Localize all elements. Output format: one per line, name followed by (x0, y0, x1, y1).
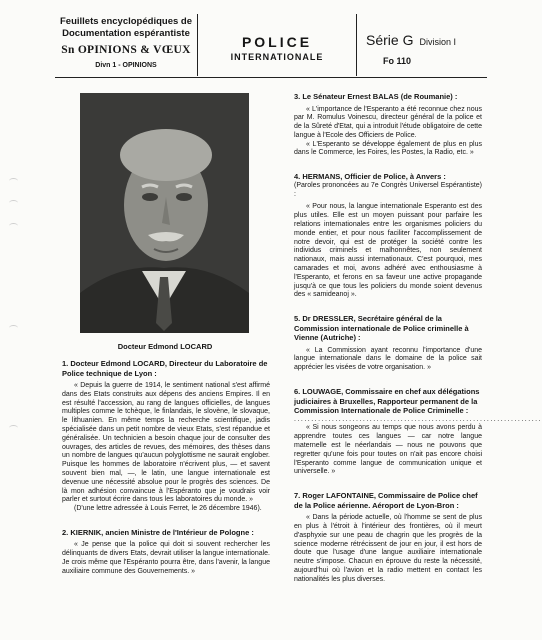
header-series-block (366, 32, 491, 66)
section-7-title: 7. Roger LAFONTAINE, Commissaire de Police chef de la Police aérienne. Aéroport de Lyon-Bron : (294, 491, 478, 510)
section-2-text: « Je pense que la police qui doit si souvent rechercher les délinquants de divers Etats, devrait utiliser la langue internationale. Je crois même que l'Espéranto pourra être, dans l'avenir, la langue auxiliaire commune des Gouvernements. » (62, 541, 270, 575)
photo-caption: Docteur Edmond LOCARD (117, 342, 213, 351)
header-left-block (58, 16, 194, 71)
section-2-title: 2. KIERNIK, ancien Ministre de l'Intérieur de Pologne : (62, 527, 254, 537)
portrait-illustration (80, 93, 249, 333)
section-3-title: 3. Le Sénateur Ernest BALAS (de Roumanie) : (294, 92, 458, 101)
section-1-title: 1. Docteur Edmond LOCARD, Directeur du Laboratoire de Police technique de Lyon : (62, 359, 268, 378)
header-topic-block (198, 34, 356, 63)
right-column (294, 92, 542, 584)
header-title-line1: Feuillets encyclopédiques de (60, 16, 192, 27)
section-1-text: « Depuis la guerre de 1914, le sentiment national s'est affirmé dans des Etats construits aux dépens des anciens Empires. Il en est résulté l'accession, au rang de langues officielles, de langues multiples comme le tchèque, le finlandais, le slovène, le slovaque, le lithuanien. En même temps la recherche scientifique, jadis spécialisée dans un petit nombre de vieux Etats, s'est répandue et généralisée. Un technicien a besoin chaque jour de consulter des ouvrages, des articles de revues, des mémoires, des thèses dans un nombre de langues qu'aucun polyglottisme ne saurait englober. Puisque les hommes de laboratoire n'écrivent plus, — et savent souvent bien mal, —, le latin, une langue internationale est devenue une nécessité absolue pour le progrès des sciences. De là mon adhésion convaincue à l'Espéranto que je voudrais voir parler et surtout écrire dans tous les laboratoires du monde. » (62, 382, 270, 504)
header-section: Sn OPINIONS & VŒUX (61, 44, 191, 56)
header-division: Divn 1 - OPINIONS (95, 62, 157, 69)
section-4-title: 4. HERMANS, Officier de Police, à Anvers : (294, 172, 446, 182)
header-division-label: Division I (419, 37, 456, 47)
header-serie: Série G (366, 32, 414, 48)
section-6-text: « Si nous songeons au temps que nous avons perdu à apprendre toutes ces langues — car notre langue maternelle est le néerlandais — nous ne pouvons que regretter qu'une fois pour toutes on n'ait pas encore choisi l'Esperanto comme langue de communication unique et universelle. » (294, 424, 482, 476)
section-3-text-1: « L'importance de l'Esperanto a été reconnue chez nous par M. Romulus Voinescu, directeur général de la police et de la Sûreté d'Etat, qui a introduit l'étude obligatoire de cette langue à l'Ecole des Officiers de Police. (294, 105, 482, 139)
section-3-text-2: « L'Esperanto se développe également de plus en plus dans le Commerce, les Foires, les Postes, la Radio, etc. » (294, 140, 482, 157)
section-7-text: « Dans la période actuelle, où l'homme se sent de plus en plus à l'étroit à l'intérieur des frontières, où il meurt d'asphyxie sur une peau de chagrin que les progrès de la science moderne rétrécissent de jour en jour, il est hors de doute que l'usage d'une langue auxiliaire internationale neutre s'impose. Chacun en éprouve du reste la nécessité, aujourd'hui où l'avion et la radio mettent en contact les nationalités les plus diverses. (294, 514, 482, 583)
portrait-photo (80, 93, 249, 333)
section-1-note: (D'une lettre adressée à Louis Ferret, le 26 décembre 1946). (74, 505, 262, 513)
section-4-text: « Pour nous, la langue internationale Esperanto est des plus utiles. Elle est un moyen puissant pour parfaire les relations internationales entre les organismes policiers du monde entier, et pour nous faciliter l'accomplissement de notre devoir, qui est de protéger la société contre les individus criminels et malhonnêtes, non seulement nationaux, mais aussi internationaux. C'est pourquoi, mes camarades et moi, avons adhéré avec enthousiasme à l'Esperanto, et ferons en sa faveur une active propagande jusqu'à ce que tous les policiers du monde soient devenus des « samideanoj ». (294, 203, 482, 299)
section-5-title: 5. Dr DRESSLER, Secrétaire général de la Commission internationale de Police criminelle à Vienne (Autriche) : (294, 314, 469, 343)
section-6-ellipsis: ........................................................................ (294, 415, 542, 423)
section-4-subtitle: (Paroles prononcées au 7e Congrès Universel Espérantiste) : (294, 181, 482, 198)
left-column (62, 359, 270, 577)
section-5-text: « La Commission ayant reconnu l'importance d'une langue internationale dans le domaine de la police sait apprécier les visées de votre organisation. » (294, 346, 482, 372)
header-topic-line2: INTERNATIONALE (230, 52, 324, 62)
header-sheet-number: Fo 110 (383, 56, 412, 66)
header-topic-line1: POLICE (241, 34, 313, 50)
header-title-line2: Documentation espérantiste (62, 28, 190, 39)
section-6-title: 6. LOUWAGE, Commissaire en chef aux délégations judiciaires à Bruxelles, Rapporteur permanent de la Commission Internationale de Police Criminelle : (294, 387, 480, 416)
